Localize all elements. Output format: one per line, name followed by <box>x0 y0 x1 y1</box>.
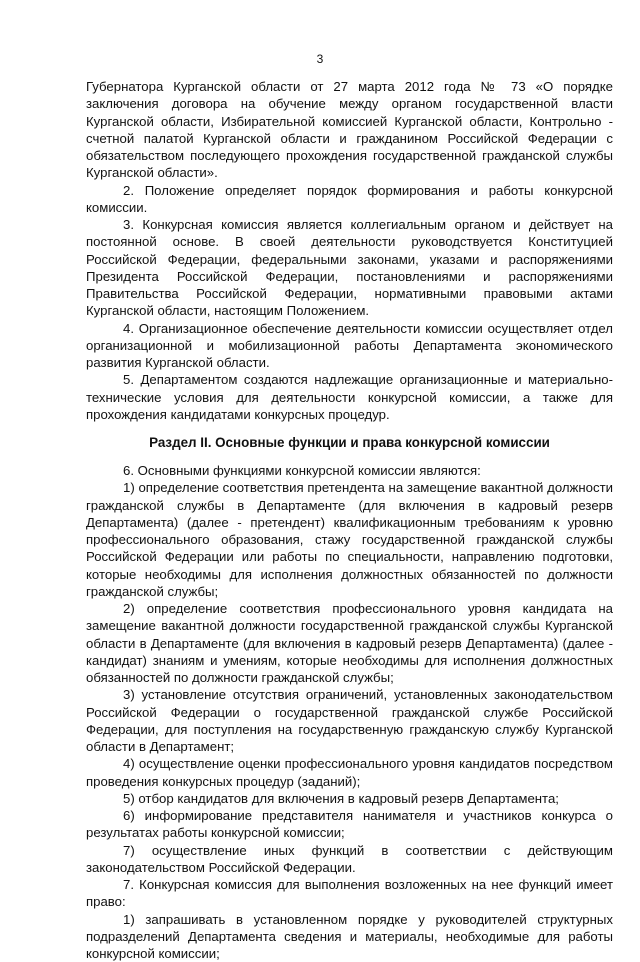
clause-6-item-1: 1) определение соответствия претендента на замещение вакантной должности гражданской службы в Департаменте (для включения в кадровый резерв Департамента) (далее - претендент) квалификационным требованиям к уровню профессионального образования, стажу государственной гражданской службы Российской Федерации или работы по специальности, направлению подготовки, которые необходимы для исполнения должностных обязанностей по должности гражданской службы; <box>86 479 613 600</box>
clause-6-item-4: 4) осуществление оценки профессионального уровня кандидатов посредством проведения конкурсных процедур (заданий); <box>86 755 613 790</box>
clause-7: 7. Конкурсная комиссия для выполнения возложенных на нее функций имеет право: <box>86 876 613 911</box>
document-body <box>86 78 613 962</box>
clause-4: 4. Организационное обеспечение деятельности комиссии осуществляет отдел организационной и мобилизационной работы Департамента экономического развития Курганской области. <box>86 320 613 372</box>
clause-2: 2. Положение определяет порядок формирования и работы конкурсной комиссии. <box>86 182 613 217</box>
clause-6-item-6: 6) информирование представителя нанимателя и участников конкурса о результатах работы конкурсной комиссии; <box>86 807 613 842</box>
clause-3: 3. Конкурсная комиссия является коллегиальным органом и действует на постоянной основе. В своей деятельности руководствуется Конституцией Российской Федерации, федеральными законами, указами и распоряжениями Президента Российской Федерации, постановлениями и распоряжениями Правительства Российской Федерации, нормативными правовыми актами Курганской области, настоящим Положением. <box>86 216 613 320</box>
clause-7-item-1: 1) запрашивать в установленном порядке у руководителей структурных подразделений Департамента сведения и материалы, необходимые для работы конкурсной комиссии; <box>86 911 613 962</box>
page-number: 3 <box>0 52 640 66</box>
section-heading: Раздел II. Основные функции и права конкурсной комиссии <box>86 434 613 451</box>
clause-6-item-5: 5) отбор кандидатов для включения в кадровый резерв Департамента; <box>86 790 613 807</box>
clause-6-item-7: 7) осуществление иных функций в соответствии с действующим законодательством Российской Федерации. <box>86 842 613 877</box>
clause-6-item-2: 2) определение соответствия профессионального уровня кандидата на замещение вакантной должности государственной гражданской службы Курганской области в Департаменте (для включения в кадровый резерв Департамента) (далее - кандидат) знаниям и умениям, которые необходимы для исполнения должностных обязанностей по должности гражданской службы; <box>86 600 613 686</box>
clause-5: 5. Департаментом создаются надлежащие организационные и материально-технические условия для деятельности конкурсной комиссии, а также для прохождения кандидатами конкурсных процедур. <box>86 371 613 423</box>
intro-paragraph: Губернатора Курганской области от 27 марта 2012 года № 73 «О порядке заключения договора на обучение между органом государственной власти Курганской области, Избирательной комиссией Курганской области, Контрольно - счетной палатой Курганской области и гражданином Российской Федерации с обязательством последующего прохождения государственной гражданской службы Курганской области». <box>86 78 613 182</box>
clause-6: 6. Основными функциями конкурсной комиссии являются: <box>86 462 613 479</box>
clause-6-item-3: 3) установление отсутствия ограничений, установленных законодательством Российской Федерации о государственной гражданской службе Российской Федерации, для поступления на государственную гражданскую службу Курганской области в Департамент; <box>86 686 613 755</box>
